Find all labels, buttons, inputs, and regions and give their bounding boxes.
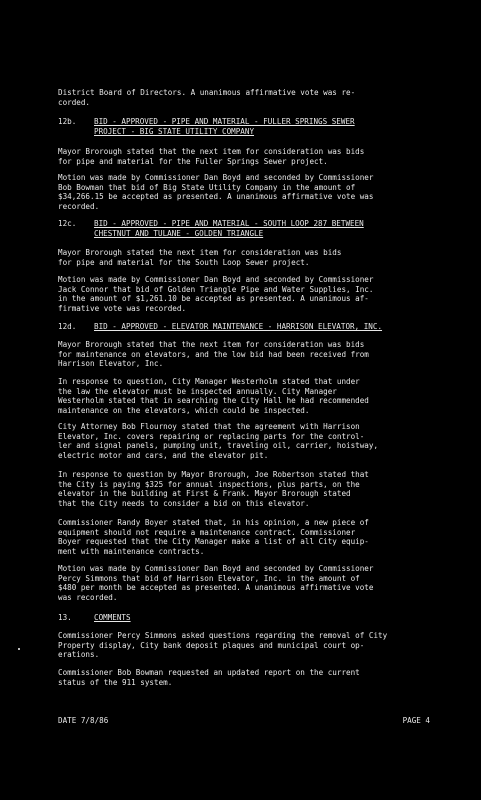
paragraph-12c-2: Motion was made by Commissioner Dan Boyd and seconded by Commissioner Jack Connor that bid of Golden Triangle Pipe and Water Supplies, Inc. in the amount of $1,261.10 be accepted as presented. A unanimous af- firmative vote was recorded. [58, 275, 374, 313]
paragraph-12d-6: Motion was made by Commissioner Dan Boyd and seconded by Commissioner Percy Simmons that bid of Harrison Elevator, Inc. in the amount of $480 per month be accepted as presented. A unanimous affirmative vote was recorded. [58, 564, 374, 602]
paragraph-12d-1: Mayor Brorough stated that the next item for consideration was bids for maintenance on elevators, and the low bid had been received from Harrison Elevator, Inc. [58, 340, 369, 369]
paragraph-13-1: Commissioner Percy Simmons asked questions regarding the removal of City Property display, City bank deposit plaques and municipal court op- erations. [58, 631, 388, 660]
footer-date: DATE 7/8/86 [58, 716, 109, 725]
item-number: 12d. [58, 322, 77, 331]
paragraph-12d-4: In response to question by Mayor Brorough, Joe Robertson stated that the City is paying $325 for annual inspections, plus parts, on the elevator in the building at First & Frank. Mayor Brorough stated that the City needs to consider a bid on this elevator. [58, 470, 369, 508]
paragraph-12b-2: Motion was made by Commissioner Dan Boyd and seconded by Commissioner Bob Bowman that bid of Big State Utility Company in the amount of $34,266.15 be accepted as presented. A unanimous affirmative vote was recorded. [58, 173, 374, 211]
item-title: BID - APPROVED - PIPE AND MATERIAL - FULLER SPRINGS SEWER PROJECT - BIG STATE UTILITY COMPANY [94, 117, 355, 136]
item-title: COMMENTS [94, 613, 131, 622]
item-title: BID - APPROVED - ELEVATOR MAINTENANCE - HARRISON ELEVATOR, INC. [94, 322, 383, 331]
paragraph-12d-2: In response to question, City Manager Westerholm stated that under the law the elevator must be inspected annually. City Manager Westerholm stated that in searching the City Hall he had recommended maintenance on the elevators, which could be inspected. [58, 377, 369, 415]
item-number: 12c. [58, 219, 77, 228]
footer-page-number: PAGE 4 [402, 716, 430, 725]
paragraph-12b-1: Mayor Brorough stated that the next item for consideration was bids for pipe and material for the Fuller Springs Sewer project. [58, 147, 365, 166]
paragraph-intro: District Board of Directors. A unanimous affirmative vote was re- corded. [58, 88, 356, 107]
paragraph-12d-3: City Attorney Bob Flournoy stated that the agreement with Harrison Elevator, Inc. covers repairing or replacing parts for the control- ler and signal panels, pumping unit, traveling oil, carrier, hoistway, electric motor and cars, and the elevator pit. [58, 422, 379, 460]
paragraph-12c-1: Mayor Brorough stated the next item for consideration was bids for pipe and material for the South Loop Sewer project. [58, 248, 342, 267]
item-title: BID - APPROVED - PIPE AND MATERIAL - SOUTH LOOP 287 BETWEEN CHESTNUT AND TULANE - GOLDEN TRIANGLE [94, 219, 364, 238]
paragraph-12d-5: Commissioner Randy Boyer stated that, in his opinion, a new piece of equipment should not require a maintenance contract. Commissioner Boyer requested that the City Manager make a list of all City equip- ment with maintenance contracts. [58, 518, 369, 556]
scan-speck [18, 648, 20, 650]
item-number: 12b. [58, 117, 77, 126]
item-number: 13. [58, 613, 72, 622]
page-footer [58, 716, 430, 726]
paragraph-13-2: Commissioner Bob Bowman requested an updated report on the current status of the 911 system. [58, 668, 360, 687]
